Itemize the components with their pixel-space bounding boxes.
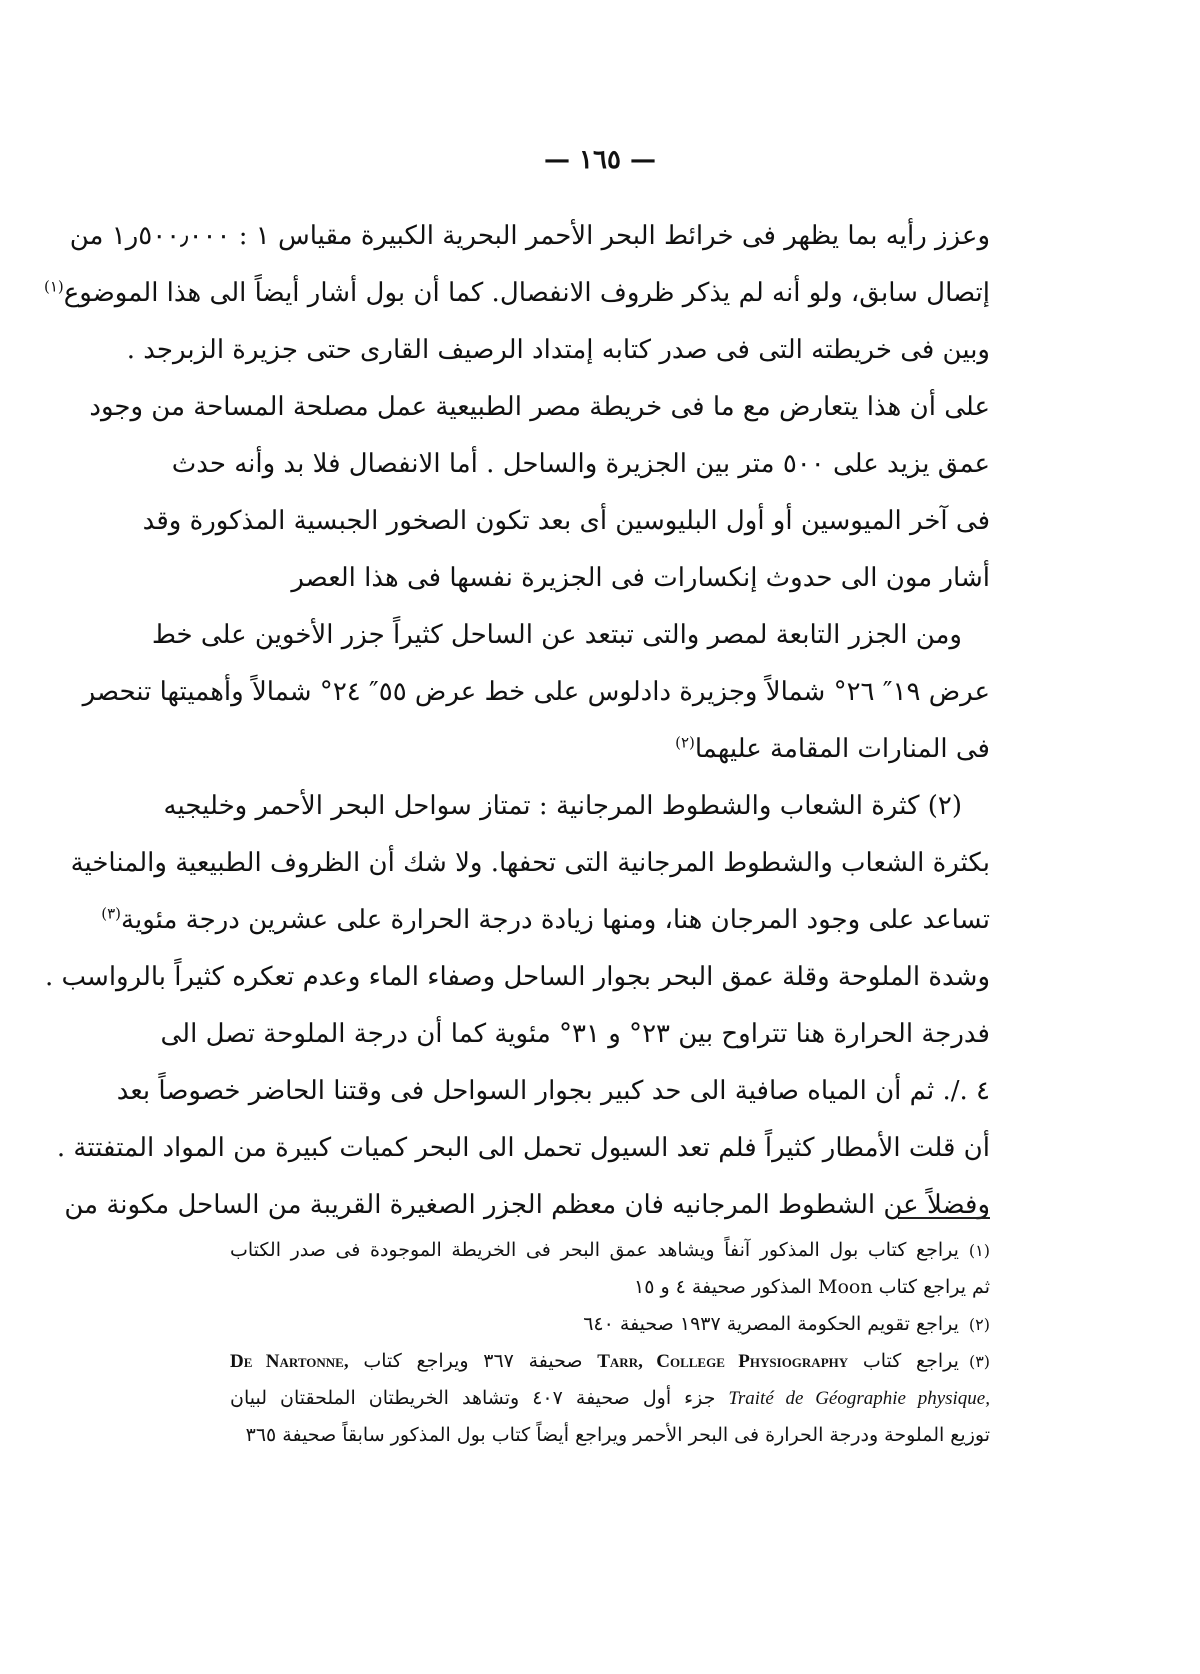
- footnote-divider: [898, 1217, 990, 1219]
- text-line: ومن الجزر التابعة لمصر والتى تبتعد عن الساحل كثيراً جزر الأخوين على خط: [151, 620, 962, 650]
- footnotes: [230, 1232, 990, 1454]
- text-line: ٤ ./. ثم أن المياه صافية الى حد كبير بجوار السواحل فى وقتنا الحاضر خصوصاً بعد: [116, 1076, 990, 1106]
- main-text: [44, 208, 990, 1234]
- footnote-3-continued: Traité de Géographie physique, جزء أول صحيفة ٤٠٧ وتشاهد الخريطتان الملحقتان لبيان: [230, 1387, 990, 1409]
- text-line: تساعد على وجود المرجان هنا، ومنها زيادة درجة الحرارة على عشرين درجة مئوية$^{(٣)}$: [101, 904, 990, 935]
- text-line: وفضلاً عن الشطوط المرجانيه فان معظم الجزر الصغيرة القريبة من الساحل مكونة من: [64, 1190, 990, 1220]
- text-line: وعزز رأيه بما يظهر فى خرائط البحر الأحمر البحرية الكبيرة مقياس ١ : ٥٠٠٫٠٠٠ر١ من: [69, 221, 990, 251]
- footnote-ref[interactable]: (٢): [675, 733, 695, 752]
- footnote-1: (١)يراجع كتاب بول المذكور آنفاً ويشاهد عمق البحر فى الخريطة الموجودة فى صدر الكتاب: [230, 1239, 990, 1261]
- text-line: أشار مون الى حدوث إنكسارات فى الجزيرة نفسها فى هذا العصر: [291, 563, 990, 593]
- footnote-number: (٢): [968, 1315, 990, 1334]
- text-line: فى المنارات المقامة عليهما$^{(٢)}$: [675, 733, 990, 764]
- citation-de-nartonne: De Nartonne,: [230, 1351, 349, 1372]
- text-line: عمق يزيد على ٥٠٠ متر بين الجزيرة والساحل . أما الانفصال فلا بد وأنه حدث: [171, 449, 990, 479]
- text-line: وبين فى خريطته التى فى صدر كتابه إمتداد الرصيف القارى حتى جزيرة الزبرجد .: [126, 335, 990, 365]
- footnote-2: (٢)يراجع تقويم الحكومة المصرية ١٩٣٧ صحيفة ٦٤٠: [583, 1313, 990, 1335]
- page-number: — ١٦٥ —: [543, 145, 657, 175]
- citation-tarr: Tarr, College Physiography: [597, 1351, 849, 1372]
- footnote-number: (٣): [968, 1352, 991, 1371]
- text-line: فى آخر الميوسين أو أول البليوسين أى بعد تكون الصخور الجبسية المذكورة وقد: [142, 506, 990, 536]
- footnote-3-continued: توزيع الملوحة ودرجة الحرارة فى البحر الأحمر ويراجع أيضاً كتاب بول المذكور سابقاً صحيفة ٣٦٥: [245, 1424, 990, 1446]
- text-line: بكثرة الشعاب والشطوط المرجانية التى تحفها. ولا شك أن الظروف الطبيعية والمناخية: [70, 848, 990, 878]
- footnote-number: (١): [968, 1241, 990, 1260]
- text-line: أن قلت الأمطار كثيراً فلم تعد السيول تحمل الى البحر كميات كبيرة من المواد المتفتتة .: [56, 1133, 990, 1163]
- footnote-ref[interactable]: (١): [44, 277, 64, 296]
- footnote-1-continued: ثم يراجع كتاب Moon المذكور صحيفة ٤ و ١٥: [633, 1276, 990, 1298]
- footnote-3: (٣)يراجع كتاب Tarr, College Physiography صحيفة ٣٦٧ ويراجع كتاب De Nartonne,: [230, 1350, 991, 1372]
- section-heading-line: (٢) كثرة الشعاب والشطوط المرجانية : تمتاز سواحل البحر الأحمر وخليجيه: [163, 791, 962, 821]
- text-line: وشدة الملوحة وقلة عمق البحر بجوار الساحل وصفاء الماء وعدم تعكره كثيراً بالرواسب .: [44, 962, 990, 992]
- text-line: إتصال سابق، ولو أنه لم يذكر ظروف الانفصال. كما أن بول أشار أيضاً الى هذا الموضوع$^{(١)}$: [44, 277, 990, 308]
- citation-traite: Traité de Géographie physique,: [728, 1388, 990, 1409]
- text-line: عرض ١٩″ ٢٦° شمالاً وجزيرة دادلوس على خط عرض ٥٥″ ٢٤° شمالاً وأهميتها تنحصر: [82, 677, 990, 707]
- footnote-ref[interactable]: (٣): [101, 904, 122, 923]
- text-line: على أن هذا يتعارض مع ما فى خريطة مصر الطبيعية عمل مصلحة المساحة من وجود: [89, 392, 990, 422]
- text-line: فدرجة الحرارة هنا تتراوح بين ٢٣° و ٣١° مئوية كما أن درجة الملوحة تصل الى: [160, 1019, 990, 1049]
